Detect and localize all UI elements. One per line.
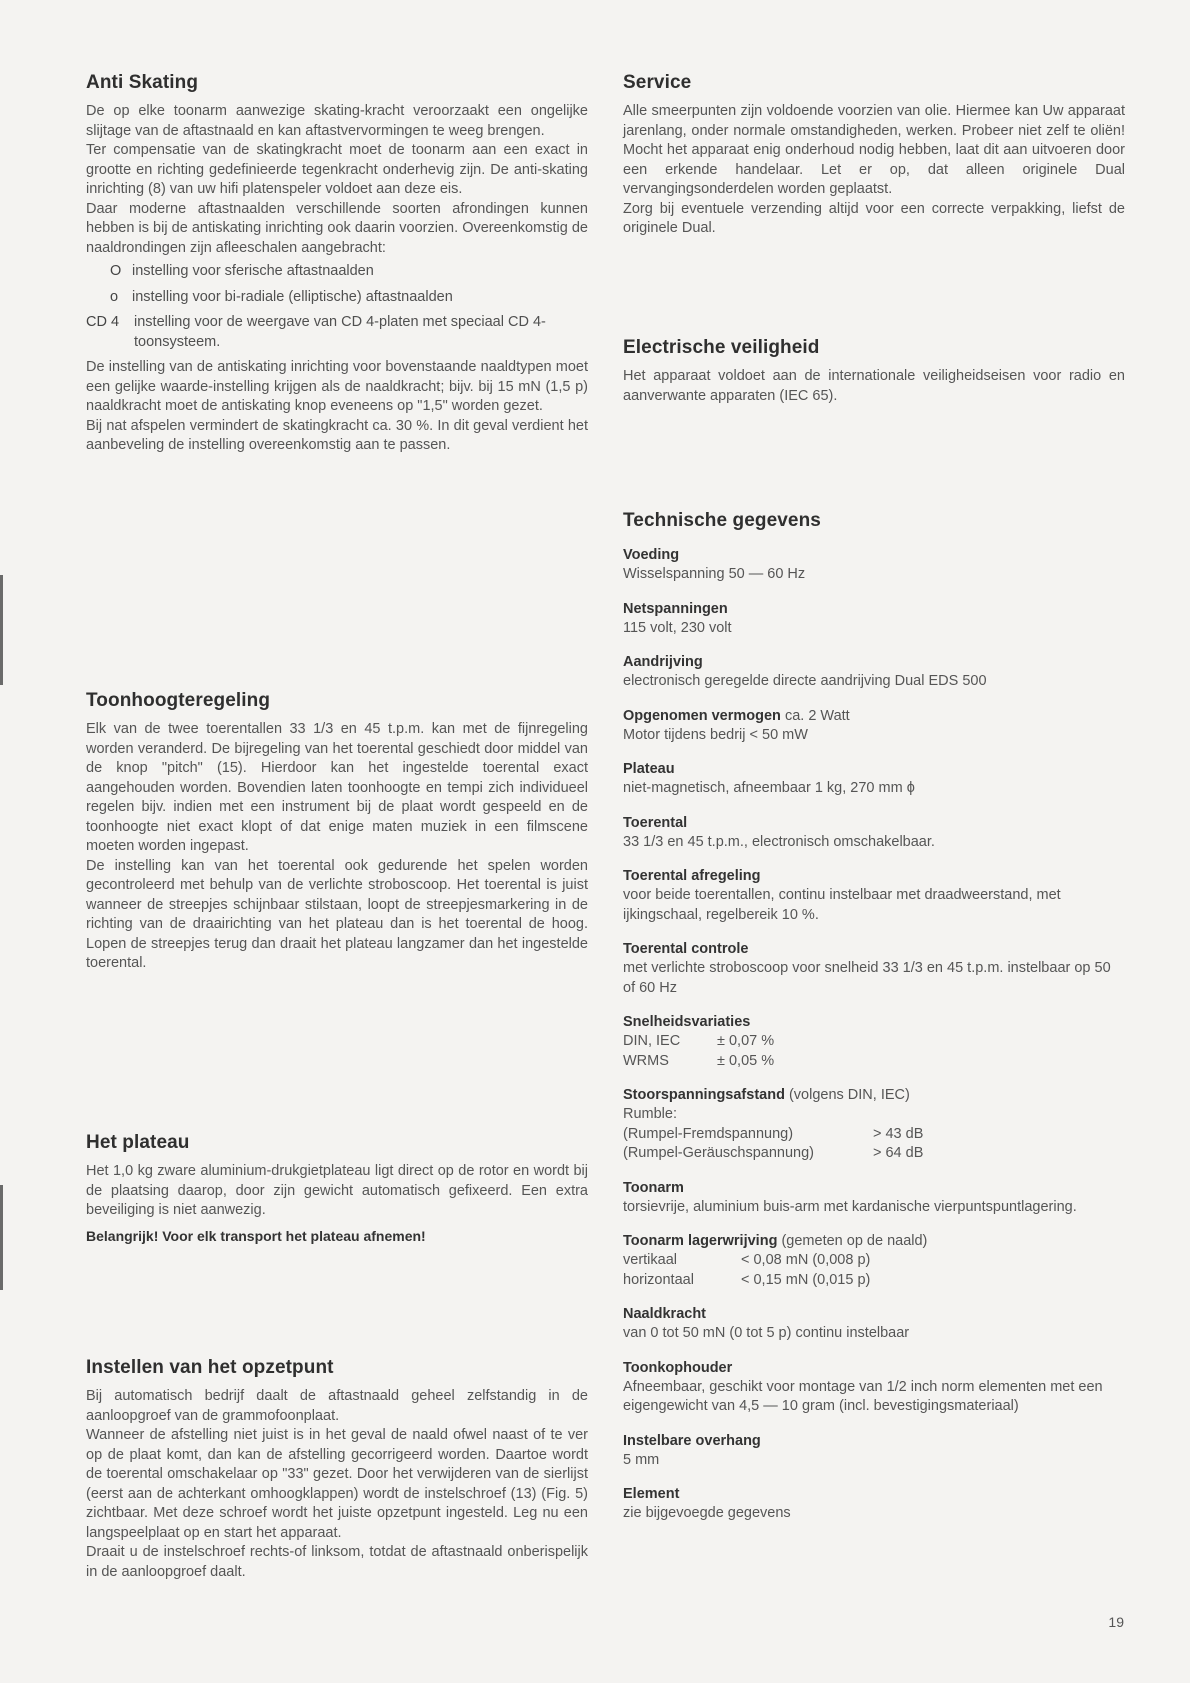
paragraph: Draait u de instelschroef rechts-of linksom, totdat de aftastnaald onberispelijk in de aanloopgroef daalt. — [86, 1544, 588, 1580]
section-technische-gegevens — [623, 510, 1125, 1539]
spec-toonkophouder: Toonkophouder Afneembaar, geschikt voor montage van 1/2 inch norm elementen met een eigengewicht van 4,5 — 10 gram (incl. bevestigingsmateriaal) — [623, 1359, 1103, 1414]
spec-naaldkracht: Naaldkracht van 0 tot 50 mN (0 tot 5 p) continu instelbaar — [623, 1306, 910, 1341]
spherical-symbol: O — [110, 263, 122, 279]
section-title: Instellen van het opzetpunt — [86, 1357, 334, 1378]
spec-aandrijving: Aandrijving electronisch geregelde directe aandrijving Dual EDS 500 — [623, 654, 987, 689]
section-service — [623, 72, 1125, 239]
spec-table: (Rumpel-Fremdspannung) > 43 dB (Rumpel-Geräuschspannung) > 64 dB — [623, 1125, 924, 1161]
paragraph: Daar moderne aftastnaalden verschillende soorten afrondingen kunnen hebben is bij de antiskating inrichting ook daarin voorzien. Overeenkomstig de naaldrondingen zijn afleeschalen aangebracht: — [86, 200, 588, 256]
paragraph: Elk van de twee toerentallen 33 1/3 en 45 t.p.m. kan met de fijnregeling worden veranderd. De bijregeling van het toerental geschiedt door middel van de knop "pitch" (15). Hierdoor kan het ingestelde toerental exact aangehouden worden. Bovendien laten toonhoogte en tempi zich individueel regelen bijv. indien met een instrument bij de plaat wordt gespeeld en de toonhoogte niet exact klopt of dat enige maten muziek in een filmscene moeten worden ingepast. — [86, 721, 588, 854]
section-title: Anti Skating — [86, 72, 199, 93]
elliptical-symbol: o — [110, 288, 119, 305]
paragraph: Wanneer de afstelling niet juist is in het geval de naald ofwel naast of te ver op de plaat komt, dan kan de afstelling gecorrigeerd worden. Daartoe wordt de toerental omschakelaar op "33" gezet. Door het verwijderen van de sierlijst (eerst aan de achterkant omhoogklappen) wordt de instelschroef (13) (Fig. 5) zichtbaar. Met deze schroef wordt het juiste opzetpunt ingesteld. Leg nu een langspeelplaat op en start het apparaat. — [86, 1427, 588, 1541]
section-electrische-veiligheid — [623, 337, 1125, 406]
spec-toerental: Toerental 33 1/3 en 45 t.p.m., electronisch omschakelbaar. — [623, 814, 935, 850]
spec-netspanningen: Netspanningen 115 volt, 230 volt — [623, 600, 732, 636]
page-number: 19 — [1108, 1614, 1124, 1630]
scan-margin-mark — [0, 1185, 3, 1290]
section-title: Electrische veiligheid — [623, 337, 820, 358]
spec-table: vertikaal < 0,08 mN (0,008 p) horizontaal < 0,15 mN (0,015 p) — [623, 1252, 871, 1288]
section-title: Technische gegevens — [623, 510, 821, 531]
paragraph: De op elke toonarm aanwezige skating-kracht veroorzaakt een ongelijke slijtage van de aftastnaald en kan aftastvervormingen te weeg brengen. — [86, 103, 588, 139]
paragraph: Ter compensatie van de skatingkracht moet de toonarm aan een exact in grootte en richting gedefinieerde tegenkracht onderhevig zijn. De anti-skating inrichting (8) van uw hifi platenspeler voldoet aan deze eis. — [86, 142, 588, 197]
section-title: Het plateau — [86, 1132, 190, 1153]
paragraph: Alle smeerpunten zijn voldoende voorzien van olie. Hiermee kan Uw apparaat jarenlang, onder normale omstandigheden, werken. Probeer niet zelf te oliën! Mocht het apparaat enig onderhoud nodig hebben, laat dit aan uitvoeren door een erkende handelaar. Let er op, dat alleen originele Dual vervangingsonderdelen worden geplaatst. — [623, 103, 1125, 197]
scan-margin-mark — [0, 575, 3, 685]
spec-table: DIN, IEC ± 0,07 % WRMS ± 0,05 % — [623, 1033, 775, 1069]
paragraph: Zorg bij eventuele verzending altijd voor een correcte verpakking, liefst de originele Dual. — [623, 200, 1125, 236]
option-item: O instelling voor sferische aftastnaalden — [86, 262, 588, 282]
spec-toerental-afregeling: Toerental afregeling voor beide toerentallen, continu instelbaar met draadweerstand, met ijkingschaal, regelbereik 10 %. — [623, 868, 1061, 923]
paragraph: Het 1,0 kg zware aluminium-drukgietplateau ligt direct op de rotor en wordt bij de plaatsing daarop, door zijn gewicht automatisch gefixeerd. Een extra beveiliging is niet aanwezig. — [86, 1163, 588, 1218]
transport-warning: Belangrijk! Voor elk transport het plateau afnemen! — [86, 1227, 426, 1244]
section-anti-skating — [86, 72, 588, 456]
spec-voeding: Voeding Wisselspanning 50 — 60 Hz — [623, 547, 806, 582]
spec-plateau: Plateau niet-magnetisch, afneembaar 1 kg, 270 mm ϕ — [623, 761, 915, 796]
spec-element: Element zie bijgevoegde gegevens — [623, 1486, 791, 1521]
spec-instelbare-overhang: Instelbare overhang 5 mm — [623, 1432, 761, 1468]
spec-toonarm: Toonarm torsievrije, aluminium buis-arm met kardanische vierpuntspuntlagering. — [623, 1179, 1077, 1215]
section-title: Service — [623, 72, 692, 93]
paragraph: Bij automatisch bedrijf daalt de aftastnaald geheel zelfstandig in de aanloopgroef van de grammofoonplaat. — [86, 1388, 588, 1424]
option-item: o instelling voor bi-radiale (elliptische) aftastnaalden — [86, 288, 588, 308]
section-toonhoogteregeling — [86, 690, 588, 974]
paragraph: Bij nat afspelen vermindert de skatingkracht ca. 30 %. In dit geval verdient het aanbeveling de instelling overeenkomstig aan te passen. — [86, 417, 588, 453]
spec-toerental-controle: Toerental controle met verlichte stroboscoop voor snelheid 33 1/3 en 45 t.p.m. instelbaar op 50 of 60 Hz — [623, 941, 1111, 996]
spec-snelheidsvariaties: Snelheidsvariaties DIN, IEC ± 0,07 % WRMS ± 0,05 % — [623, 1013, 1125, 1071]
section-title: Toonhoogteregeling — [86, 690, 271, 711]
section-opzetpunt — [86, 1357, 588, 1582]
paragraph: De instelling kan van het toerental ook gedurende het spelen worden gecontroleerd met behulp van de verlichte stroboscoop. Het toerental is juist wanneer de streepjes schijnbaar stilstaan, loopt de streepjesmarkering in de richting van de draairichting van het plateau dan is het toerental de hoog. Lopen de streepjes terug dan draait het plateau langzamer dan het ingestelde toerental. — [86, 857, 588, 971]
paragraph: Het apparaat voldoet aan de internationale veiligheidseisen voor radio en aanverwante apparaten (IEC 65). — [623, 368, 1125, 404]
paragraph: De instelling van de antiskating inrichting voor bovenstaande naaldtypen moet een gelijke waarde-instelling krijgen als de naaldkracht; bijv. bij 15 mN (1,5 p) naaldkracht moet de antiskating knop eveneens op "1,5" worden gezet. — [86, 359, 588, 414]
cd4-symbol: CD 4 — [86, 314, 120, 330]
section-het-plateau — [86, 1132, 588, 1246]
spec-stoorspanningsafstand: Stoorspanningsafstand (volgens DIN, IEC) Rumble: (Rumpel-Fremdspannung) > 43 dB (Rumpel-Geräuschspannung) > 64 dB — [623, 1086, 1125, 1164]
spec-toonarm-lagerwrijving: Toonarm lagerwrijving (gemeten op de naald) vertikaal < 0,08 mN (0,008 p) horizontaal < 0,15 mN (0,015 p) — [623, 1232, 1125, 1290]
spec-opgenomen-vermogen: Opgenomen vermogen ca. 2 Watt Motor tijdens bedrij < 50 mW — [623, 707, 850, 743]
option-item: CD 4 instelling voor de weergave van CD 4-platen met speciaal CD 4-toonsysteem. — [86, 314, 546, 350]
